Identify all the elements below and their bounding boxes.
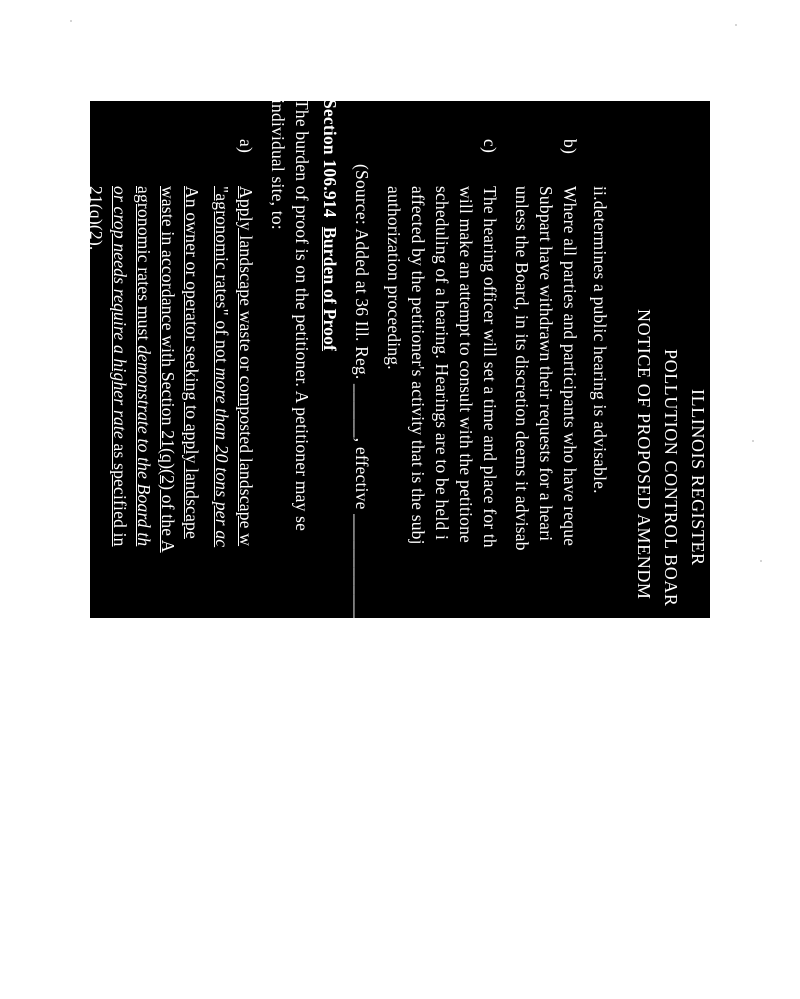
- paragraph-line: individual site, to:: [268, 99, 288, 230]
- paragraph-line: will make an attempt to consult with the petitione: [456, 186, 476, 544]
- paragraph-line: operator seeking to apply landscape waste or lands: [28, 186, 48, 552]
- paragraph-line: authorization proceeding.: [384, 186, 404, 370]
- rotated-text-layer: [4, 99, 710, 999]
- item-b2-label: b): [52, 139, 72, 154]
- paragraph-line: scheduling of a hearing. Hearings are to be held i: [432, 186, 452, 541]
- item-c-label: c): [480, 139, 500, 153]
- paragraph-line: "agronomic rates" of not more than 20 tons per ac: [212, 186, 232, 548]
- register-heading: ILLINOIS REGISTER: [688, 389, 708, 566]
- item-a-label: a): [236, 139, 256, 153]
- scan-speck: [752, 440, 754, 442]
- paragraph-line: An owner or operator seeking to apply landscape: [182, 186, 202, 539]
- paragraph-line: or crop needs require a higher rate as specified in: [110, 186, 130, 547]
- paragraph-line: The burden of proof is on the petitioner. A petitioner may se: [292, 99, 312, 532]
- paragraph-line: Subpart have withdrawn their requests for a heari: [536, 186, 556, 542]
- paragraph-line: Where all parties and participants who have reque: [560, 186, 580, 547]
- paragraph-line: 21(q)(2).: [86, 186, 106, 251]
- notice-heading: NOTICE OF PROPOSED AMENDM: [634, 309, 654, 600]
- section-title: Burden of Proof: [320, 226, 340, 352]
- item-b-label: b): [560, 139, 580, 154]
- board-heading: POLLUTION CONTROL BOAR: [661, 349, 681, 607]
- item-ii-label: ii.determines a public hearing is advisable.: [590, 186, 610, 494]
- paragraph-line: unless the Board, in its discretion deems it advisab: [512, 186, 532, 551]
- paragraph-line: affected by the petitioner's activity that is the subj: [408, 186, 428, 545]
- paragraph-line: agronomic rates must demonstrate to the Board th: [134, 186, 154, 547]
- section-heading: [321, 99, 339, 351]
- scan-speck: [735, 24, 737, 26]
- source-note: (Source: Added at 36 Ill. Reg. ______, effective ____________): [352, 164, 372, 628]
- scan-speck: [760, 560, 762, 562]
- paragraph-line: waste in accordance with Section 21(q)(2) of the A: [158, 186, 178, 553]
- paragraph-line: Increase in total acreage of on-farm composting fa: [52, 186, 72, 550]
- section-number: Section 106.914: [320, 99, 340, 218]
- paragraph-line: The hearing officer will set a time and place for th: [480, 186, 500, 548]
- document-page: [4, 99, 710, 628]
- paragraph-line: Apply landscape waste or composted landscape w: [236, 186, 256, 547]
- paragraph-line: accordance with Section 21(q)(3)(A) of the Act at: [4, 186, 24, 545]
- scan-speck: [70, 20, 72, 22]
